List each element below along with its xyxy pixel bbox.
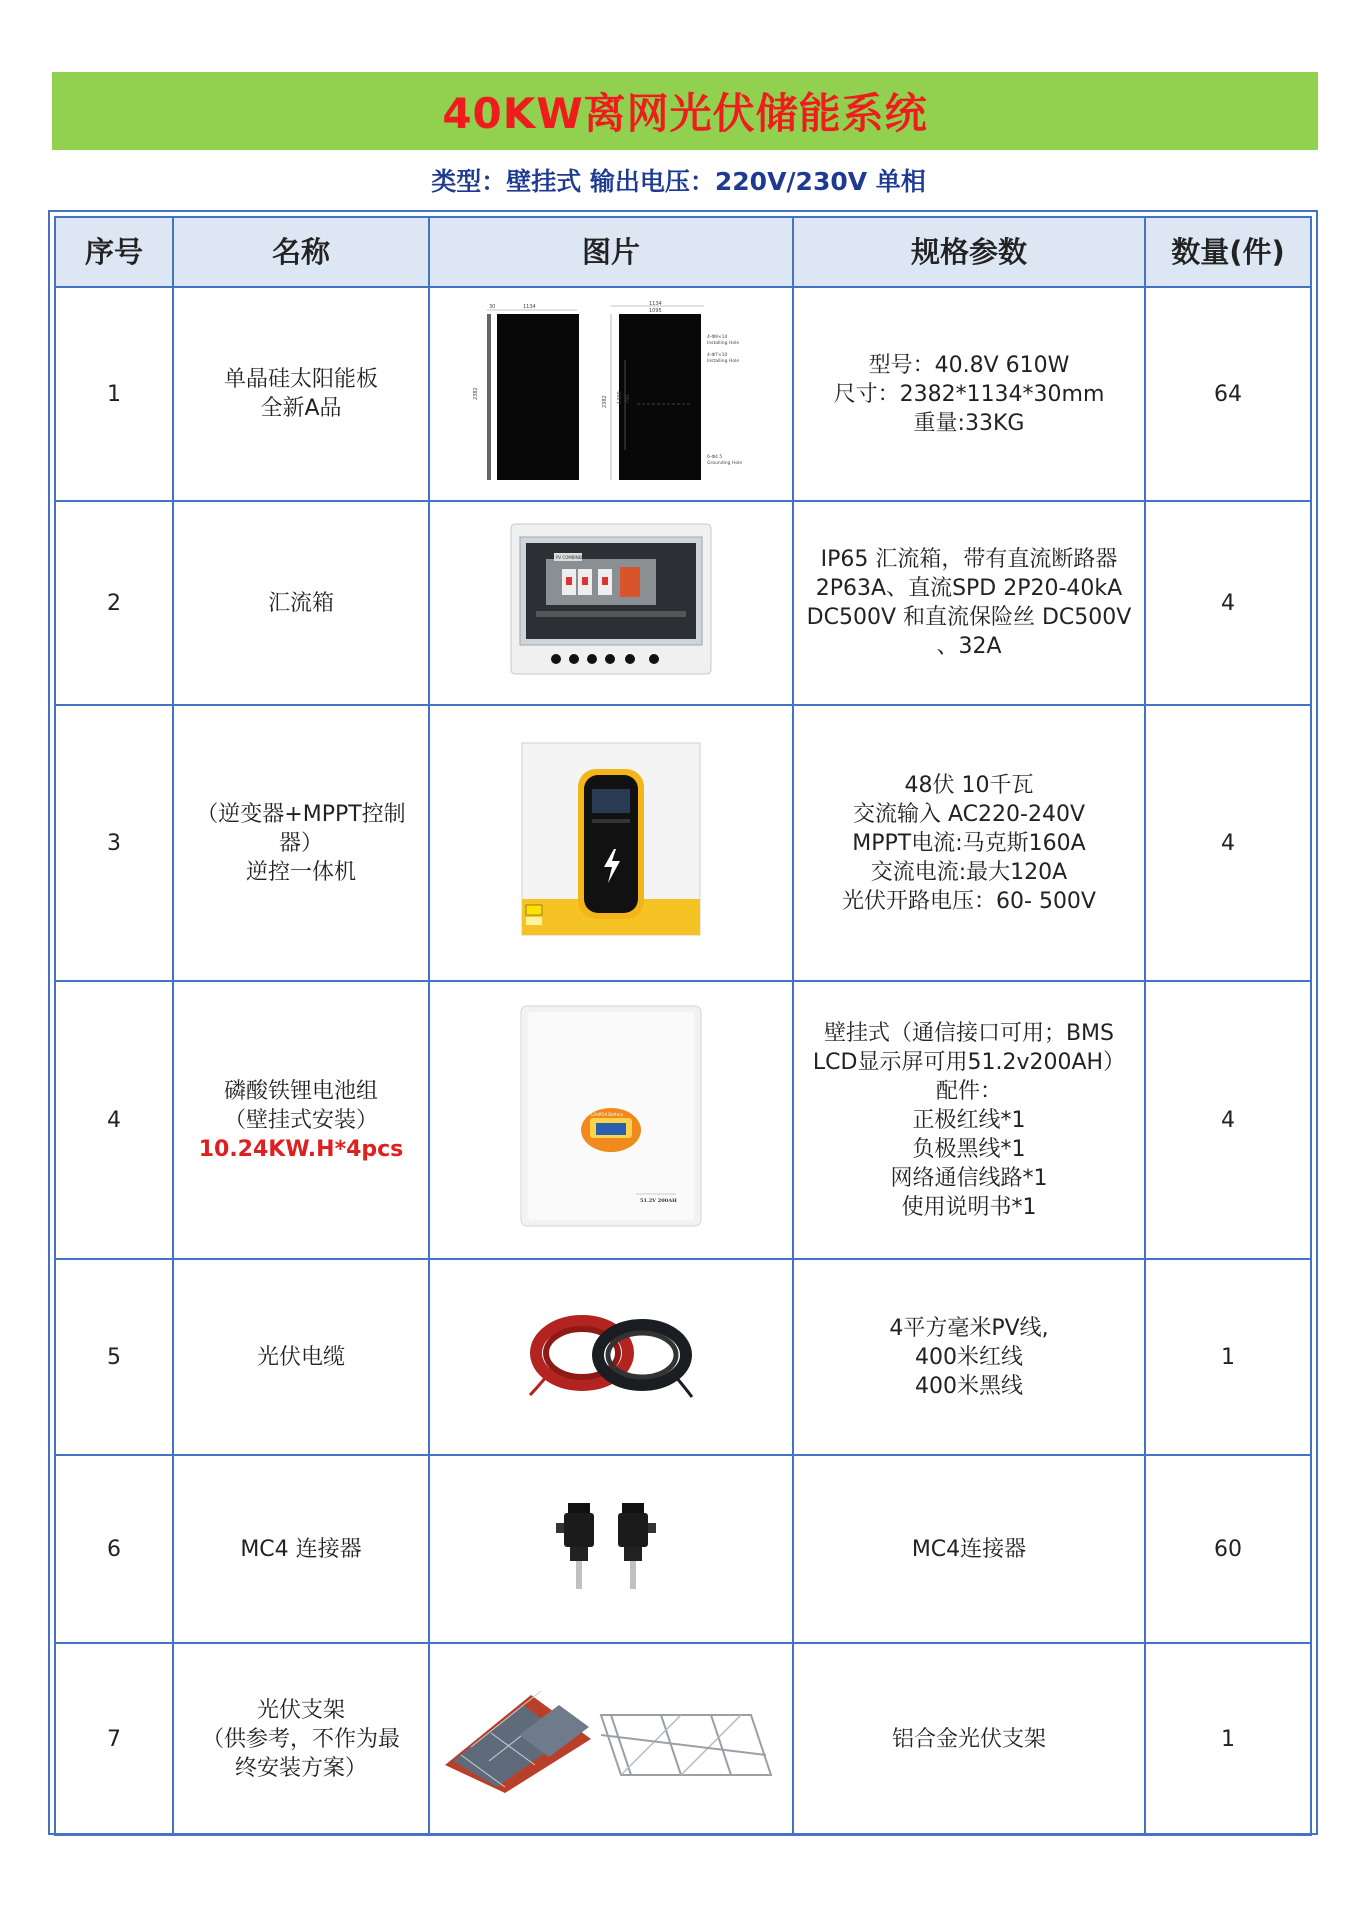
name-line: 单晶硅太阳能板 — [223, 367, 378, 392]
table-row — [55, 501, 1311, 705]
product-spec — [793, 1455, 1145, 1643]
solar-panel-drawing — [461, 300, 761, 480]
product-image-cell — [429, 287, 793, 501]
name-line: 光伏电缆 — [256, 1344, 345, 1370]
mounting-bracket-image — [441, 1675, 781, 1795]
product-name — [173, 287, 429, 501]
battery-model-text: 51.2V 200AH — [640, 1198, 677, 1204]
product-image-cell — [429, 501, 793, 705]
combiner-label: PV COMBINER — [556, 555, 585, 560]
row-number: 7 — [55, 1643, 173, 1835]
name-line: 汇流箱 — [267, 590, 334, 616]
name-line: （壁挂式安装） — [223, 1107, 378, 1133]
spec-line: 使用说明书*1 — [901, 1194, 1037, 1220]
name-line: （逆变器+MPPT控制 — [196, 801, 406, 827]
name-line: 全新A品 — [260, 396, 342, 421]
page-title: 40KW离网光伏储能系统 — [442, 89, 928, 138]
drawing-label: 6-Φ4.5 — [707, 455, 723, 460]
panel-back-view — [619, 314, 701, 480]
drawing-label: 4-Φ9×14 — [707, 335, 728, 340]
title-banner — [52, 72, 1318, 150]
product-name — [173, 705, 429, 981]
table-row — [55, 981, 1311, 1259]
product-name — [173, 1643, 429, 1835]
table-row — [55, 1643, 1311, 1835]
product-image-cell — [429, 981, 793, 1259]
panel-side-view — [487, 314, 491, 480]
table-row — [55, 287, 1311, 501]
spec-line: 4平方毫米PV线, — [889, 1315, 1049, 1341]
battery-logo-text: LiFePO4 Battery — [591, 1112, 624, 1117]
product-qty: 64 — [1145, 287, 1311, 501]
product-qty: 4 — [1145, 501, 1311, 705]
spec-line: 、32A — [936, 634, 1002, 659]
spec-line: 尺寸：2382*1134*30mm — [833, 381, 1105, 407]
spec-line: LCD显示屏可用51.2v200AH） — [812, 1049, 1126, 1075]
row-number: 6 — [55, 1455, 173, 1643]
table-row — [55, 705, 1311, 981]
row-number: 5 — [55, 1259, 173, 1455]
name-line: 光伏支架 — [256, 1697, 345, 1723]
product-image-cell — [429, 705, 793, 981]
product-image-cell — [429, 1643, 793, 1835]
product-spec — [793, 705, 1145, 981]
name-line: 磷酸铁锂电池组 — [223, 1078, 378, 1104]
product-qty: 4 — [1145, 981, 1311, 1259]
spec-line: 正极红线*1 — [912, 1107, 1026, 1133]
spec-line: 交流电流:最大120A — [870, 859, 1068, 885]
spec-line: 400米黑线 — [915, 1373, 1023, 1399]
header-no: 序号 — [55, 217, 173, 287]
drawing-label: 2382 — [602, 395, 608, 408]
product-spec — [793, 1643, 1145, 1835]
pv-cable-image — [526, 1305, 696, 1401]
inverter-image — [516, 739, 706, 939]
drawing-label: 30 — [489, 304, 496, 310]
row-number: 3 — [55, 705, 173, 981]
spec-line: 48伏 10千瓦 — [904, 772, 1034, 798]
row-number: 1 — [55, 287, 173, 501]
product-spec — [793, 501, 1145, 705]
drawing-label: 1134 — [523, 304, 536, 310]
panel-front-view — [497, 314, 579, 480]
drawing-label: 2382 — [473, 387, 479, 400]
product-spec — [793, 287, 1145, 501]
drawing-label: Grounding Hole — [707, 461, 743, 466]
mc4-connector-image — [546, 1495, 676, 1595]
product-name — [173, 981, 429, 1259]
page-subtitle: 类型：壁挂式 输出电压：220V/230V 单相 — [431, 167, 926, 196]
product-spec — [793, 981, 1145, 1259]
header-qty: 数量(件) — [1145, 217, 1311, 287]
product-qty: 60 — [1145, 1455, 1311, 1643]
spec-line: 壁挂式（通信接口可用；BMS — [823, 1020, 1115, 1046]
drawing-label: 1095 — [649, 308, 662, 314]
product-spec — [793, 1259, 1145, 1455]
battery-image — [516, 1002, 706, 1230]
spec-line: 光伏开路电压：60- 500V — [842, 888, 1096, 914]
product-qty: 1 — [1145, 1643, 1311, 1835]
drawing-label: Installing Hole — [707, 341, 740, 346]
header-name: 名称 — [173, 217, 429, 287]
drawing-label: 790 — [625, 394, 631, 404]
product-qty: 4 — [1145, 705, 1311, 981]
spec-line: DC500V 和直流保险丝 DC500V — [806, 605, 1132, 630]
product-name — [173, 1259, 429, 1455]
product-name — [173, 1455, 429, 1643]
product-image-cell — [429, 1455, 793, 1643]
product-image-cell — [429, 1259, 793, 1455]
spec-line: MC4连接器 — [911, 1536, 1027, 1562]
spec-line: 400米红线 — [915, 1344, 1023, 1370]
spec-line: 铝合金光伏支架 — [891, 1726, 1046, 1752]
spec-line: MPPT电流:马克斯160A — [852, 830, 1086, 856]
spec-line: 型号：40.8V 610W — [868, 352, 1070, 378]
name-line: （供参考，不作为最 — [201, 1726, 400, 1752]
name-line: 终安装方案） — [234, 1755, 367, 1781]
product-qty: 1 — [1145, 1259, 1311, 1455]
header-image: 图片 — [429, 217, 793, 287]
product-name — [173, 501, 429, 705]
row-number: 4 — [55, 981, 173, 1259]
drawing-label: 1400 — [617, 391, 623, 404]
table-header-row — [55, 217, 1311, 287]
combiner-box-image — [506, 519, 716, 679]
drawing-label: Installing Hole — [707, 359, 740, 364]
spec-line: 重量:33KG — [913, 410, 1025, 436]
spec-line: 交流输入 AC220-240V — [853, 801, 1085, 827]
capacity-highlight: 10.24KW.H*4pcs — [198, 1136, 404, 1162]
name-line: MC4 连接器 — [240, 1536, 362, 1562]
product-table — [54, 216, 1312, 1836]
spec-line: 网络通信线路*1 — [890, 1165, 1048, 1191]
table-row — [55, 1455, 1311, 1643]
name-line: 逆控一体机 — [245, 859, 356, 885]
spec-line: 配件： — [935, 1078, 1002, 1104]
table-row — [55, 1259, 1311, 1455]
spec-line: 2P63A、直流SPD 2P20-40kA — [815, 576, 1123, 601]
product-table-frame — [48, 210, 1318, 1835]
drawing-label: 1134 — [649, 301, 662, 307]
name-line: 器） — [278, 830, 323, 856]
spec-line: 负极黑线*1 — [912, 1136, 1026, 1162]
spec-line: IP65 汇流箱，带有直流断路器 — [820, 547, 1118, 572]
row-number: 2 — [55, 501, 173, 705]
header-spec: 规格参数 — [793, 217, 1145, 287]
drawing-label: 4-Φ7×10 — [707, 353, 728, 358]
